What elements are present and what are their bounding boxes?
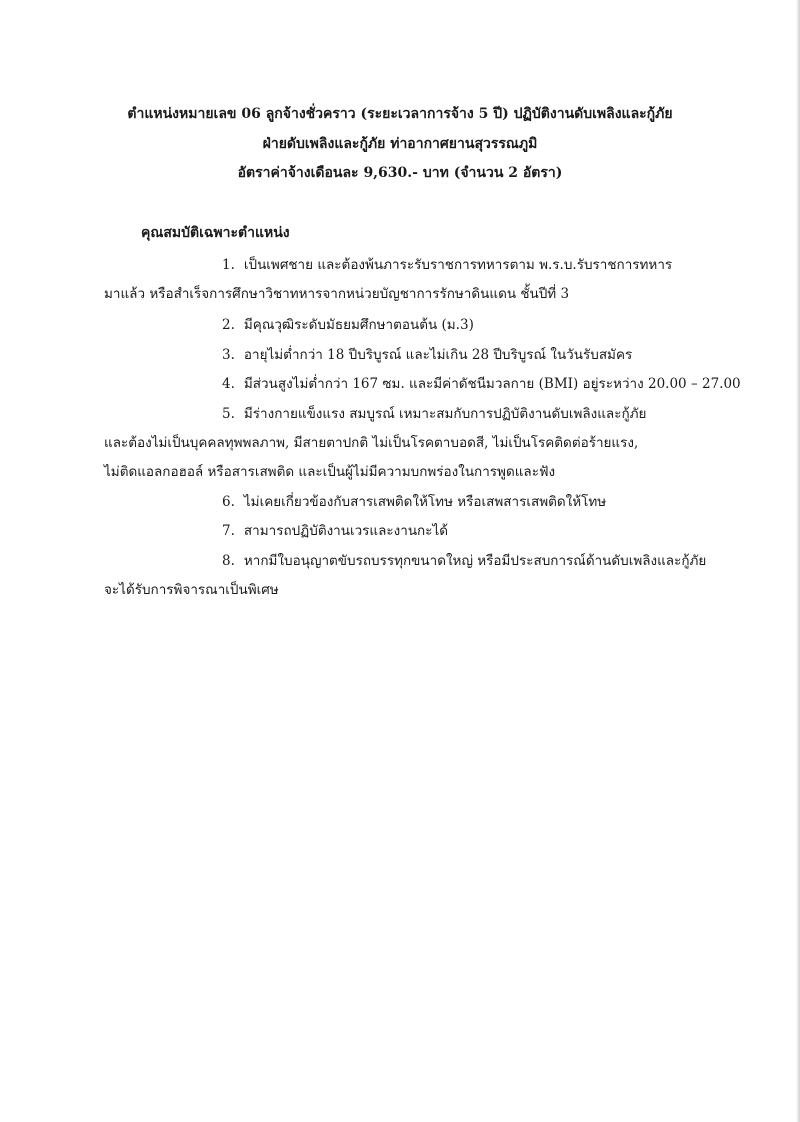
qualification-item-5 xyxy=(222,402,646,424)
item-text: อายุไม่ต่ำกว่า 18 ปีบริบูรณ์ และไม่เกิน 28 ปีบริบูรณ์ ในวันรับสมัคร xyxy=(243,347,633,363)
qualification-item-2 xyxy=(222,313,474,335)
item-number: 1. xyxy=(222,257,235,273)
qualification-item-5-continuation-2: ไม่ติดแอลกอฮอล์ หรือสารเสพติด และเป็นผู้ไม่มีความบกพร่องในการพูดและฟัง xyxy=(104,464,556,480)
item-number: 3. xyxy=(222,347,235,363)
qualification-item-8-continuation: จะได้รับการพิจารณาเป็นพิเศษ xyxy=(104,582,279,598)
qualification-item-1 xyxy=(222,253,672,275)
item-number: 2. xyxy=(222,317,235,333)
qualification-item-3 xyxy=(222,343,632,365)
department-title: ฝ่ายดับเพลิงและกู้ภัย ท่าอากาศยานสุวรรณภูมิ xyxy=(262,136,538,152)
item-text: มีร่างกายแข็งแรง สมบูรณ์ เหมาะสมกับการปฏิบัติงานดับเพลิงและกู้ภัย xyxy=(243,406,647,422)
item-text: สามารถปฏิบัติงานเวรและงานกะได้ xyxy=(243,523,449,539)
qualification-item-6 xyxy=(222,490,606,512)
item-text: ไม่เคยเกี่ยวข้องกับสารเสพติดให้โทษ หรือเสพสารเสพติดให้โทษ xyxy=(243,494,607,510)
position-title: ตำแหน่งหมายเลข 06 ลูกจ้างชั่วคราว (ระยะเวลาการจ้าง 5 ปี) ปฏิบัติงานดับเพลิงและกู้ภัย xyxy=(127,106,673,122)
item-text: หากมีใบอนุญาตขับรถบรรทุกขนาดใหญ่ หรือมีประสบการณ์ด้านดับเพลิงและกู้ภัย xyxy=(243,553,707,569)
item-number: 5. xyxy=(222,406,235,422)
qualification-item-8 xyxy=(222,549,706,571)
qualification-item-5-continuation-1: และต้องไม่เป็นบุคคลทุพพลภาพ, มีสายตาปกติ ไม่เป็นโรคตาบอดสี, ไม่เป็นโรคติดต่อร้ายแรง, xyxy=(104,435,639,451)
item-text: มีส่วนสูงไม่ต่ำกว่า 167 ซม. และมีค่าดัชนีมวลกาย (BMI) อยู่ระหว่าง 20.00 – 27.00 xyxy=(243,376,741,392)
item-number: 7. xyxy=(222,523,235,539)
qualifications-heading: คุณสมบัติเฉพาะตำแหน่ง xyxy=(141,225,290,241)
item-number: 4. xyxy=(222,376,235,392)
item-text: มีคุณวุฒิระดับมัธยมศึกษาตอนต้น (ม.3) xyxy=(243,317,474,333)
item-number: 6. xyxy=(222,494,235,510)
qualification-item-1-continuation: มาแล้ว หรือสำเร็จการศึกษาวิชาทหารจากหน่วยบัญชาการรักษาดินแดน ชั้นปีที่ 3 xyxy=(104,286,570,302)
item-number: 8. xyxy=(222,553,235,569)
item-text: เป็นเพศชาย และต้องพ้นภาระรับราชการทหารตาม พ.ร.บ.รับราชการทหาร xyxy=(243,257,673,273)
salary-line: อัตราค่าจ้างเดือนละ 9,630.- บาท (จำนวน 2 อัตรา) xyxy=(237,165,563,181)
qualification-item-7 xyxy=(222,519,448,541)
qualification-item-4 xyxy=(222,372,741,394)
